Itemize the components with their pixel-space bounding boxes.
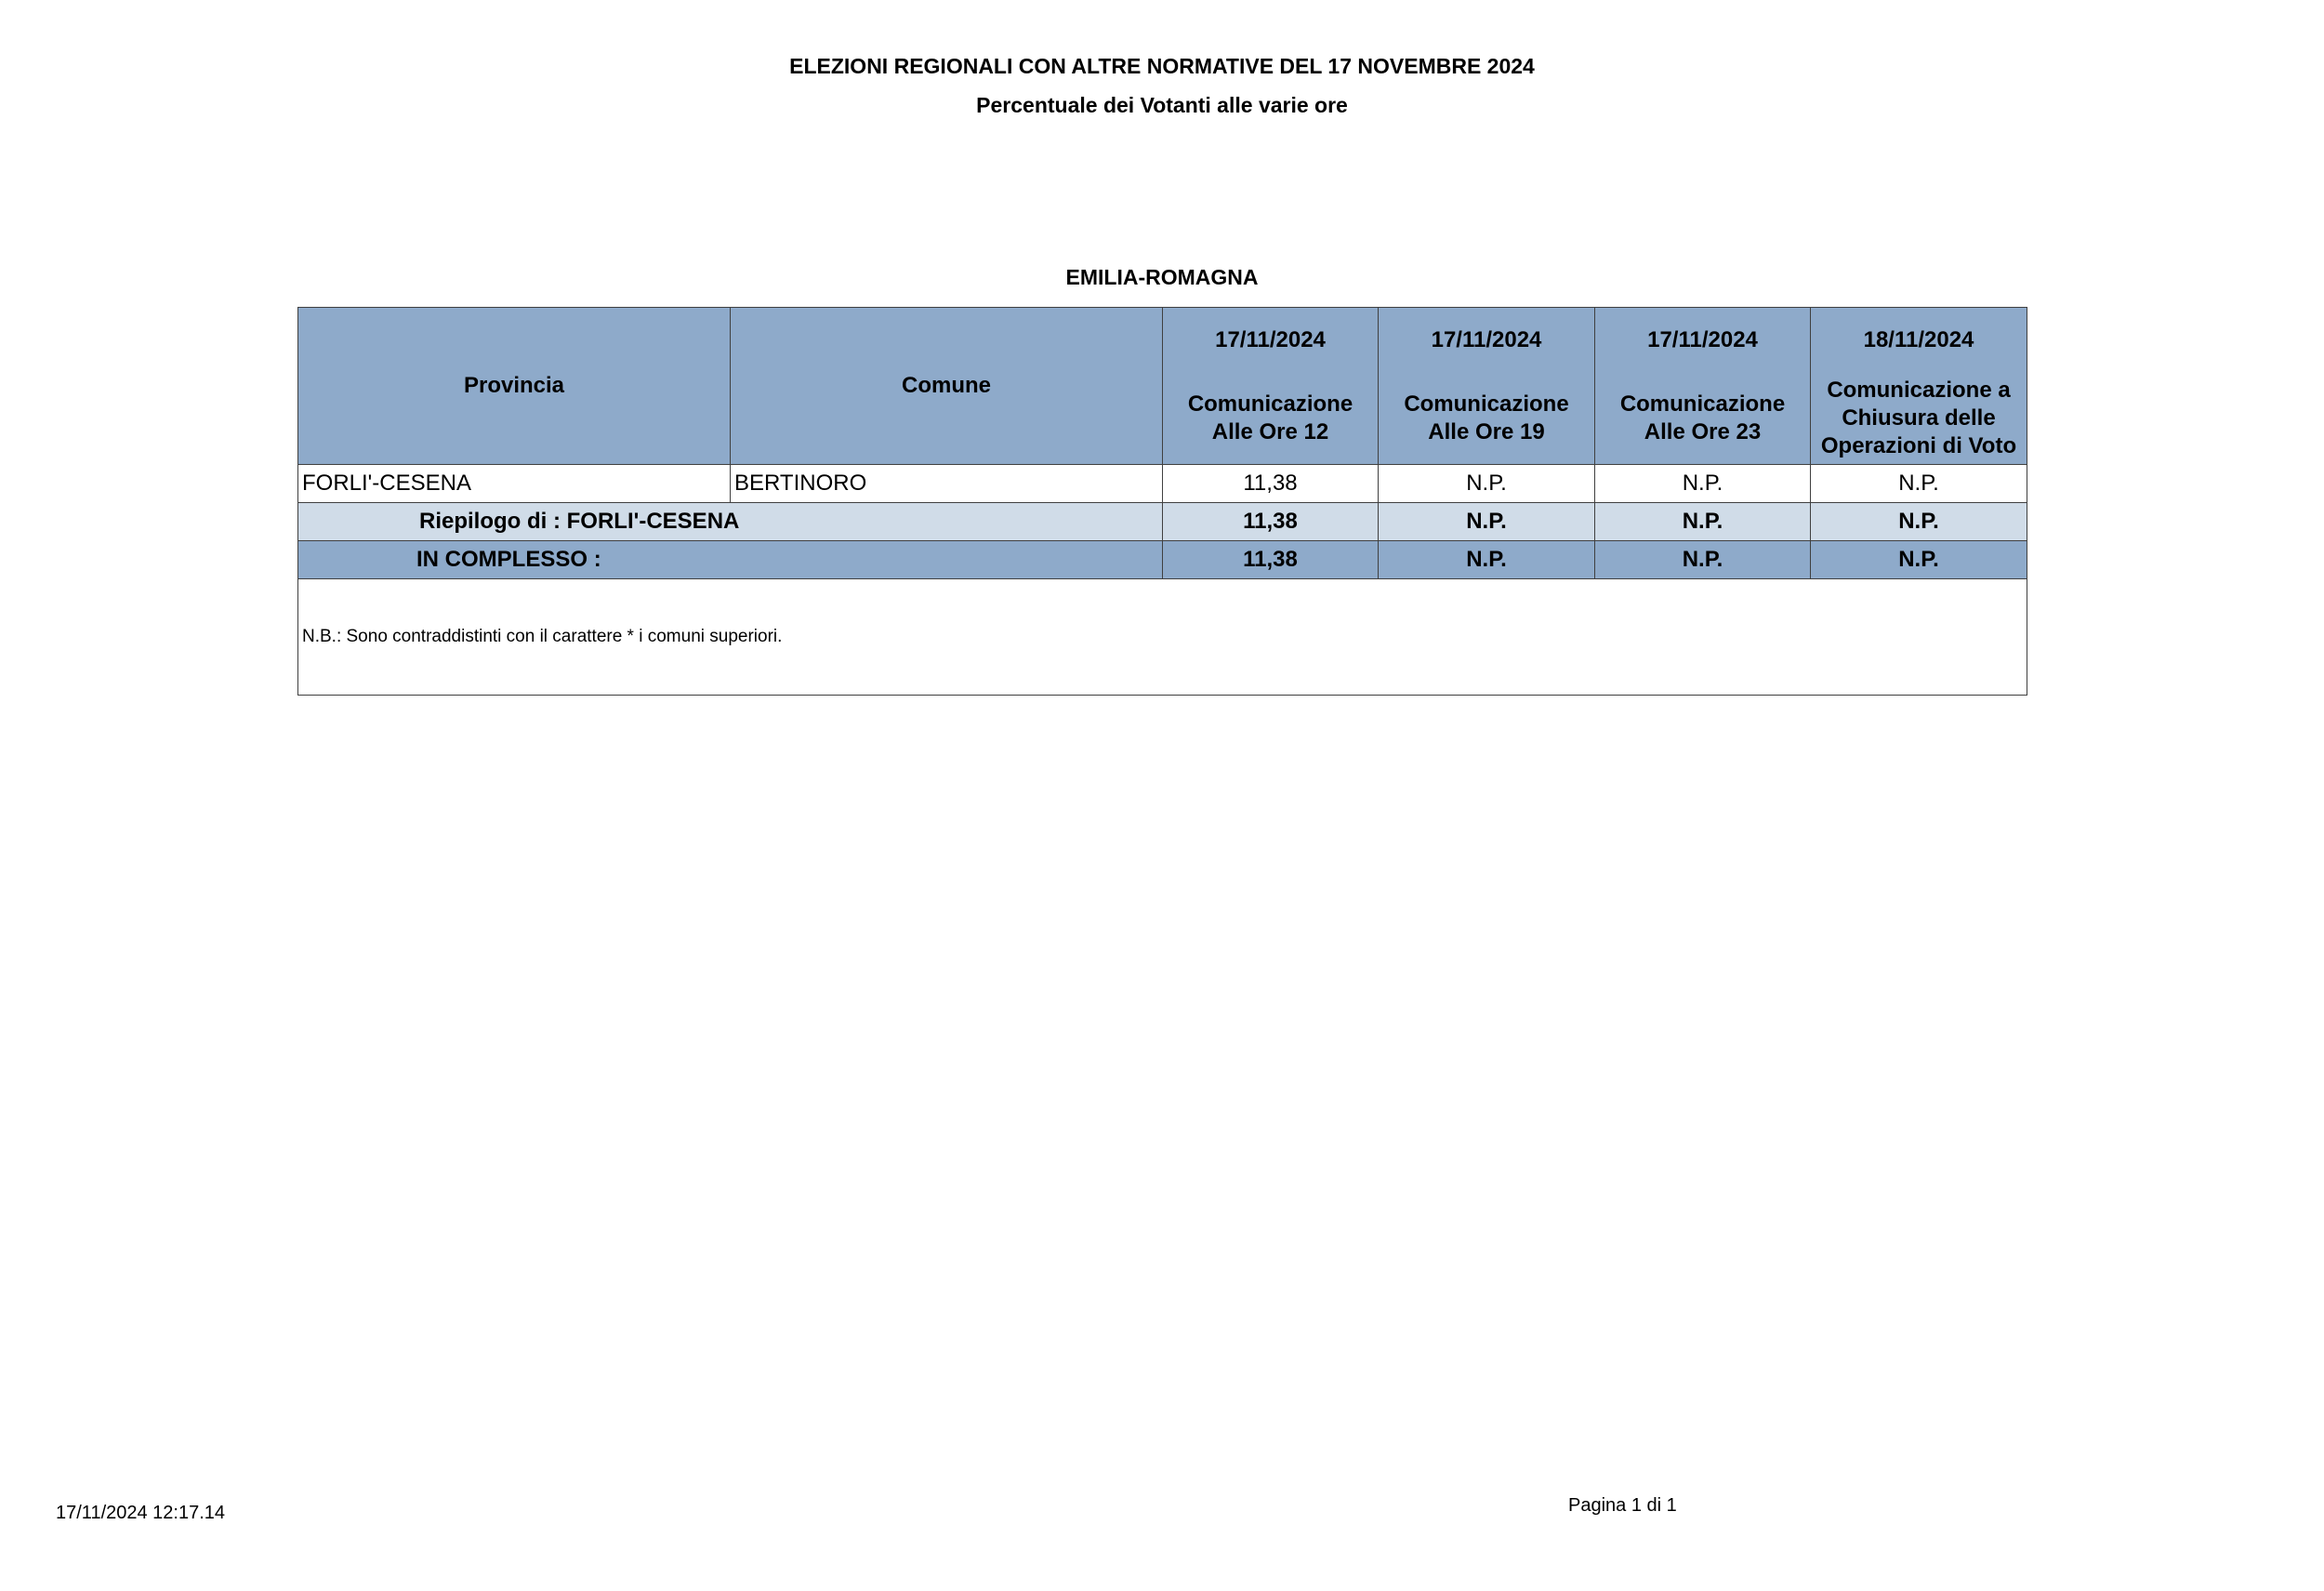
header-provincia: Provincia <box>298 308 731 465</box>
region-title: EMILIA-ROMAGNA <box>1065 265 1259 289</box>
cell-value: 11,38 <box>1163 465 1379 503</box>
header-date: 17/11/2024 <box>1215 327 1326 352</box>
summary-label: Riepilogo di : FORLI'-CESENA <box>298 503 1163 541</box>
summary-row <box>298 503 2027 541</box>
header-ore-12 <box>1163 308 1379 465</box>
turnout-table <box>297 307 2027 696</box>
header-label: Operazioni di Voto <box>1820 433 2017 458</box>
header-label: Chiusura delle <box>1842 405 1996 431</box>
header-comune: Comune <box>731 308 1163 465</box>
total-value: N.P. <box>1811 541 2027 579</box>
summary-value: 11,38 <box>1163 503 1379 541</box>
note-row <box>298 579 2027 696</box>
cell-comune: BERTINORO <box>731 465 1163 503</box>
summary-value: N.P. <box>1379 503 1595 541</box>
header-label: Alle Ore 19 <box>1428 419 1545 444</box>
total-value: 11,38 <box>1163 541 1379 579</box>
header-label: Alle Ore 23 <box>1644 419 1762 444</box>
header-label: Alle Ore 12 <box>1211 419 1329 444</box>
print-timestamp: 17/11/2024 12:17.14 <box>56 1503 226 1523</box>
cell-value: N.P. <box>1379 465 1595 503</box>
header-date: 18/11/2024 <box>1863 327 1974 352</box>
header-label: Comunicazione <box>1619 391 1786 417</box>
document-title: ELEZIONI REGIONALI CON ALTRE NORMATIVE DEL 17 NOVEMBRE 2024 <box>789 54 1535 78</box>
cell-value: N.P. <box>1595 465 1811 503</box>
total-value: N.P. <box>1595 541 1811 579</box>
total-value: N.P. <box>1379 541 1595 579</box>
document-subtitle: Percentuale dei Votanti alle varie ore <box>976 93 1348 117</box>
header-date: 17/11/2024 <box>1431 327 1542 352</box>
header-ore-23 <box>1595 308 1811 465</box>
summary-value: N.P. <box>1811 503 2027 541</box>
cell-provincia: FORLI'-CESENA <box>298 465 731 503</box>
header-label: Comunicazione <box>1187 391 1353 417</box>
summary-value: N.P. <box>1595 503 1811 541</box>
footnote: N.B.: Sono contraddistinti con il carattere * i comuni superiori. <box>298 579 2027 696</box>
table-header-row <box>298 308 2027 465</box>
total-label: IN COMPLESSO : <box>298 541 1163 579</box>
header-date: 17/11/2024 <box>1647 327 1758 352</box>
header-label: Comunicazione a <box>1827 378 2011 403</box>
header-label: Comunicazione <box>1404 391 1569 417</box>
header-chiusura <box>1811 308 2027 465</box>
page-number: Pagina 1 di 1 <box>1568 1495 1677 1516</box>
total-row <box>298 541 2027 579</box>
cell-value: N.P. <box>1811 465 2027 503</box>
header-ore-19 <box>1379 308 1595 465</box>
table-row <box>298 465 2027 503</box>
